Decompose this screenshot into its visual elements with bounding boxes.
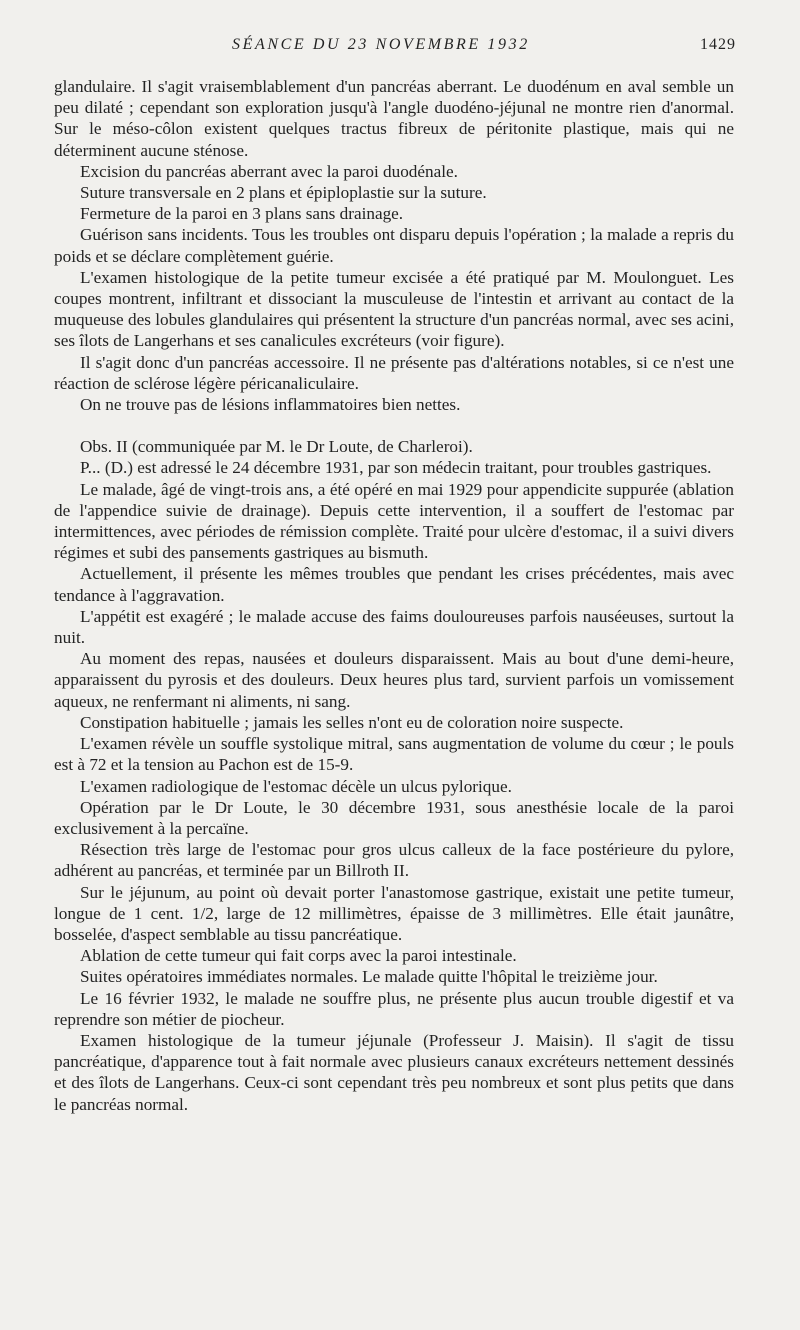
paragraph: L'examen histologique de la petite tumeur excisée a été pratiqué par M. Moulonguet. Les coupes montrent, infiltrant et dissociant la musculeuse de l'intestin et arrivant au contact de la muqueuse des lobules glandulaires qui présentent la structure d'un pancréas normal, avec ses acini, ses îlots de Langerhans et ses canalicules excréteurs (voir figure). — [54, 267, 734, 351]
paragraph: P... (D.) est adressé le 24 décembre 1931, par son médecin traitant, pour troubles gastriques. — [80, 458, 712, 478]
paragraph: L'examen révèle un souffle systolique mitral, sans augmentation de volume du cœur ; le pouls est à 72 et la tension au Pachon est de 15-9. — [54, 734, 734, 775]
paragraph: Résection très large de l'estomac pour gros ulcus calleux de la face postérieure du pylore, adhérent au pancréas, et terminée par un Billroth II. — [54, 840, 734, 881]
paragraph: Sur le jéjunum, au point où devait porter l'anastomose gastrique, existait une petite tumeur, longue de 1 cent. 1/2, large de 12 millimètres, épaisse de 3 millimètres. Elle était jaunâtre, bosselée, d'aspect semblable au tissu pancréatique. — [54, 882, 734, 944]
article-body — [54, 76, 734, 1115]
paragraph: Constipation habituelle ; jamais les selles n'ont eu de coloration noire suspecte. — [80, 712, 624, 732]
page-header — [0, 36, 800, 58]
paragraph: Il s'agit donc d'un pancréas accessoire. Il ne présente pas d'altérations notables, si ce n'est une réaction de sclérose légère péricanaliculaire. — [54, 352, 734, 393]
paragraph: Excision du pancréas aberrant avec la paroi duodénale. — [80, 161, 458, 181]
paragraph: On ne trouve pas de lésions inflammatoires bien nettes. — [80, 395, 461, 415]
paragraph: Fermeture de la paroi en 3 plans sans drainage. — [80, 204, 404, 224]
paragraph: L'appétit est exagéré ; le malade accuse des faims douloureuses parfois nauséeuses, surtout la nuit. — [54, 606, 734, 648]
paragraph: Actuellement, il présente les mêmes troubles que pendant les crises précédentes, mais avec tendance à l'aggravation. — [54, 564, 734, 605]
paragraph: Le 16 février 1932, le malade ne souffre plus, ne présente plus aucun trouble digestif et va reprendre son métier de piocheur. — [54, 988, 734, 1029]
paragraph: Suites opératoires immédiates normales. Le malade quitte l'hôpital le treizième jour. — [80, 967, 658, 987]
page-number: 1429 — [700, 36, 736, 53]
paragraph: Ablation de cette tumeur qui fait corps avec la paroi intestinale. — [80, 946, 517, 966]
running-title: SÉANCE DU 23 NOVEMBRE 1932 — [232, 36, 530, 53]
paragraph: Le malade, âgé de vingt-trois ans, a été opéré en mai 1929 pour appendicite suppurée (ablation de l'appendice suivie de drainage). Depuis cette intervention, il a souffert de l'estomac par intermittences, avec périodes de rémission complète. Traité pour ulcère d'estomac, il a suivi divers régimes et subi des pansements gastriques au bismuth. — [54, 479, 734, 563]
paragraph: L'examen radiologique de l'estomac décèle un ulcus pylorique. — [80, 776, 512, 796]
paragraph: Suture transversale en 2 plans et épiploplastie sur la suture. — [80, 183, 487, 203]
paragraph: Examen histologique de la tumeur jéjunale (Professeur J. Maisin). Il s'agit de tissu pancréatique, d'apparence tout à fait normale avec plusieurs canaux excréteurs nettement dessinés et des îlots de Langerhans. Ceux-ci sont cependant très peu nombreux et sont plus petits que dans le pancréas normal. — [54, 1030, 734, 1114]
paragraph: glandulaire. Il s'agit vraisemblablement d'un pancréas aberrant. Le duodénum en aval semble un peu dilaté ; cependant son exploration jusqu'à l'angle duodéno-jéjunal ne montre rien d'anormal. Sur le méso-côlon existent quelques tractus fibreux de péritonite plastique, mais qui ne déterminent aucune sténose. — [54, 77, 734, 160]
paragraph: Guérison sans incidents. Tous les troubles ont disparu depuis l'opération ; la malade a repris du poids et se déclare complètement guérie. — [54, 225, 734, 266]
paragraph: Au moment des repas, nausées et douleurs disparaissent. Mais au bout d'une demi-heure, apparaissent du pyrosis et des douleurs. Deux heures plus tard, survient parfois un vomissement aqueux, ne renfermant ni aliments, ni sang. — [54, 649, 734, 711]
observation-heading: Obs. II (communiquée par M. le Dr Loute, de Charleroi). — [80, 437, 473, 457]
paragraph: Opération par le Dr Loute, le 30 décembre 1931, sous anesthésie locale de la paroi exclusivement à la percaïne. — [54, 797, 734, 838]
